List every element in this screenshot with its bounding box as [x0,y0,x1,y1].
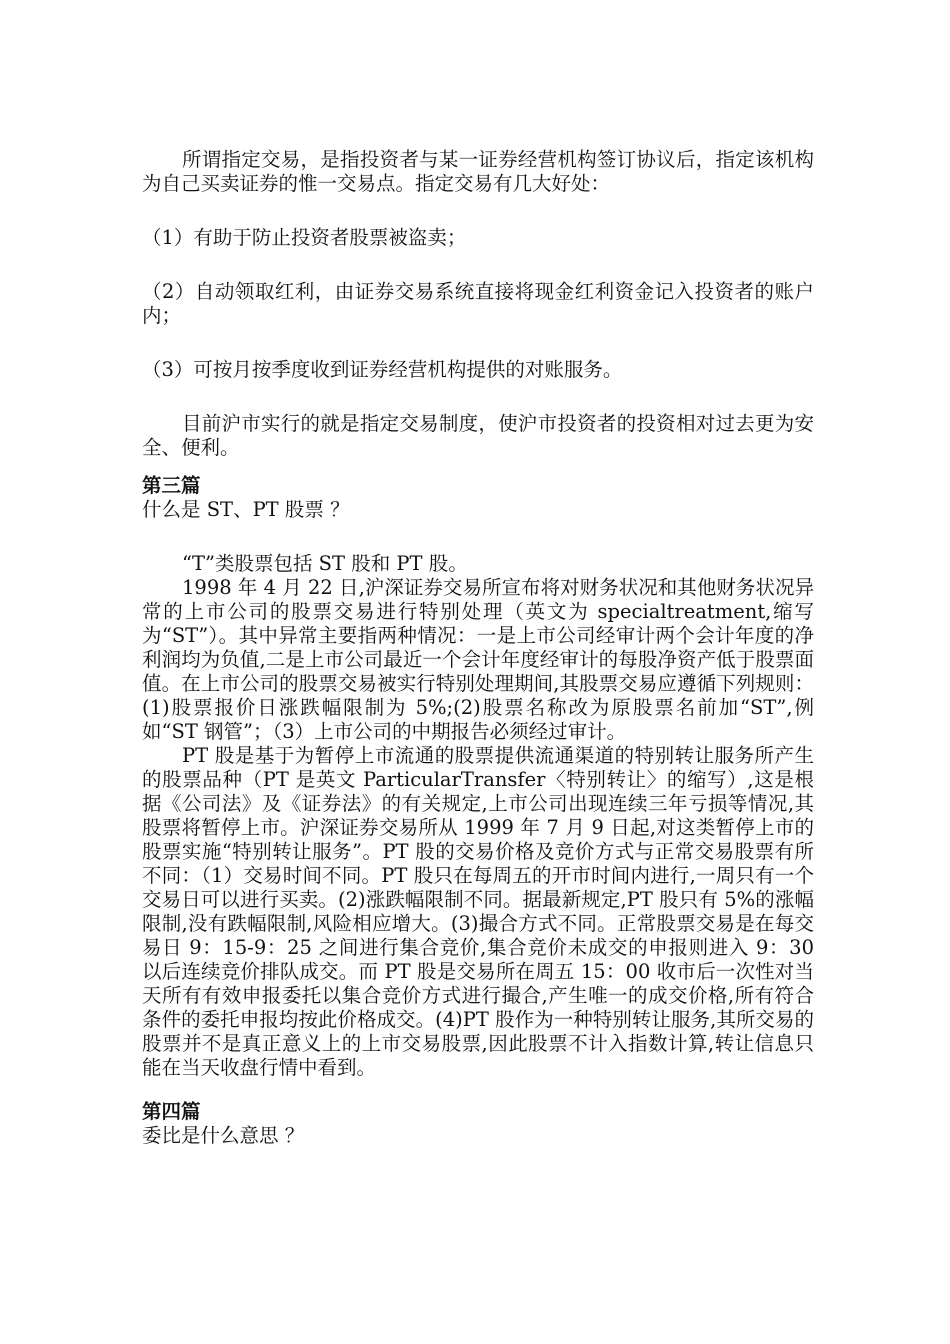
intro-paragraph: 所谓指定交易，是指投资者与某一证券经营机构签订协议后，指定该机构为自己买卖证券的惟一交易点。指定交易有几大好处： [142,148,814,195]
section-3-body [142,552,814,1080]
benefit-item-3: （3）可按月按季度收到证券经营机构提供的对账服务。 [142,358,623,381]
document-page [142,148,814,1148]
section-3-heading: 第三篇 [142,474,201,497]
section-3-title: 什么是 ST、PT 股票 ？ [142,498,350,521]
benefit-item-2: （2）自动领取红利，由证券交易系统直接将现金红利资金记入投资者的账户内； [142,280,814,327]
pt-paragraph: PT 股是基于为暂停上市流通的股票提供流通渠道的特别转让服务所产生的股票品种（PT 是英文 ParticularTransfer〈特别转让〉的缩写）,这是根据《公司法》及《证券法》的有关规定,上市公司出现连续三年亏损等情况,其股票将暂停上市。沪深证券交易所从 1999 年 7 月 9 日起,对这类暂停上市的股票实施“特别转让服务”。PT 股的交易价格及竞价方式与正常交易股票有所不同：（1）交易时间不同。PT 股只在每周五的开市时间内进行,一周只有一个交易日可以进行买卖。(2)涨跌幅限制不同。据最新规定,PT 股只有 5%的涨幅限制,没有跌幅限制,风险相应增大。(3)撮合方式不同。正常股票交易是在每交易日 9：15-9：25 之间进行集合竞价,集合竞价未成交的申报则进入 9：30 以后连续竞价排队成交。而 PT 股是交易所在周五 15：00 收市后一次性对当天所有有效申报委托以集合竞价方式进行撮合,产生唯一的成交价格,所有符合条件的委托申报均按此价格成交。(4)PT 股作为一种特别转让服务,其所交易的股票并不是真正意义上的上市交易股票,因此股票不计入指数计算,转让信息只能在当天收盘行情中看到。 [142,744,814,1079]
section-4-heading: 第四篇 [142,1100,201,1123]
conclusion-paragraph: 目前沪市实行的就是指定交易制度，使沪市投资者的投资相对过去更为安全、便利。 [142,412,814,459]
st-paragraph: 1998 年 4 月 22 日,沪深证券交易所宣布将对财务状况和其他财务状况异常的上市公司的股票交易进行特别处理（英文为 specialtreatment,缩写为“ST”）。其中异常主要指两种情况：一是上市公司经审计两个会计年度的净利润均为负值,二是上市公司最近一个会计年度经审计的每股净资产低于股票面值。在上市公司的股票交易被实行特别处理期间,其股票交易应遵循下列规则：(1)股票报价日涨跌幅限制为 5%;(2)股票名称改为原股票名前加“ST”,例如“ST 钢管”；（3）上市公司的中期报告必须经过审计。 [142,576,814,743]
section-4-title: 委比是什么意思 ？ [142,1124,305,1147]
st-pt-intro: “T”类股票包括 ST 股和 PT 股。 [182,552,468,575]
benefit-item-1: （1）有助于防止投资者股票被盗卖； [142,226,467,249]
